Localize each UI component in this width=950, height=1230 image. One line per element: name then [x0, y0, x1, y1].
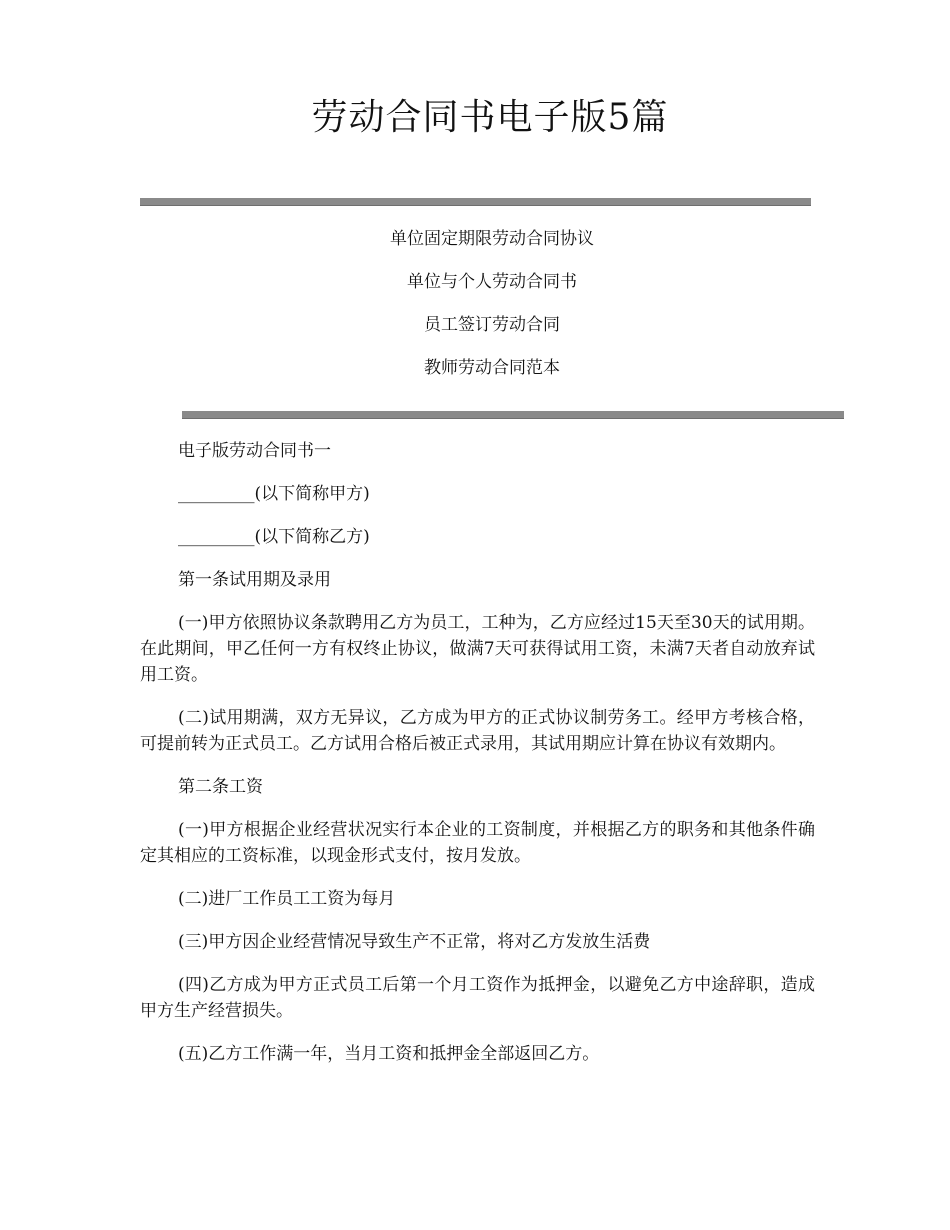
paragraph: (二)进厂工作员工工资为每月 — [178, 889, 396, 909]
article-heading: 第一条试用期及录用 — [178, 570, 331, 590]
section-heading: 电子版劳动合同书一 — [178, 441, 331, 461]
toc-item[interactable]: 员工签订劳动合同 — [424, 315, 560, 335]
toc-item[interactable]: 单位与个人劳动合同书 — [407, 272, 577, 292]
bottom-divider — [182, 411, 844, 419]
paragraph: (五)乙方工作满一年，当月工资和抵押金全部返回乙方。 — [178, 1044, 600, 1064]
paragraph: (一)甲方根据企业经营状况实行本企业的工资制度，并根据乙方的职务和其他条件确定其相应的工资标准，以现金形式支付，按月发放。 — [140, 820, 815, 866]
contract-body — [140, 438, 815, 1084]
paragraph: (四)乙方成为甲方正式员工后第一个月工资作为抵押金，以避免乙方中途辞职，造成甲方生产经营损失。 — [140, 975, 815, 1021]
paragraph: (一)甲方依照协议条款聘用乙方为员工，工种为，乙方应经过15天至30天的试用期。在此期间，甲乙任何一方有权终止协议，做满7天可获得试用工资，未满7天者自动放弃试用工资。 — [140, 613, 815, 685]
document-title: 劳动合同书电子版5篇 — [311, 97, 669, 138]
paragraph: (三)甲方因企业经营情况导致生产不正常，将对乙方发放生活费 — [178, 932, 651, 952]
party-b-line: _________(以下简称乙方) — [178, 527, 370, 547]
party-a-line: _________(以下简称甲方) — [178, 484, 370, 504]
toc-item[interactable]: 单位固定期限劳动合同协议 — [390, 229, 594, 249]
top-divider — [140, 198, 811, 206]
table-of-contents — [140, 226, 844, 398]
paragraph: (二)试用期满，双方无异议，乙方成为甲方的正式协议制劳务工。经甲方考核合格，可提前转为正式员工。乙方试用合格后被正式录用，其试用期应计算在协议有效期内。 — [140, 708, 815, 754]
article-heading: 第二条工资 — [178, 777, 263, 797]
toc-item[interactable]: 教师劳动合同范本 — [424, 358, 560, 378]
